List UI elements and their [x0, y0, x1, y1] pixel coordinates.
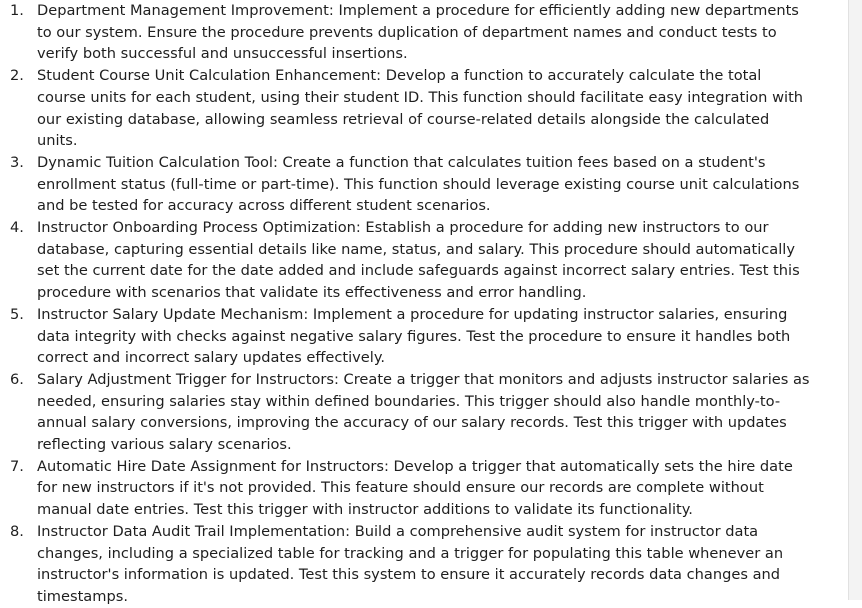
list-item — [10, 0, 810, 65]
list-item — [10, 369, 810, 456]
list-item — [10, 217, 810, 304]
vertical-scrollbar[interactable] — [848, 0, 862, 600]
list-item-text: Instructor Salary Update Mechanism: Implement a procedure for updating instructor salaries, ensuring data integrity with checks against negative salary figures. Test the procedure to ensure it handles both correct and incorrect salary updates effectively. — [37, 305, 791, 367]
list-item-number: 1. — [10, 2, 24, 19]
list-item — [10, 456, 810, 521]
list-item — [10, 304, 810, 369]
list-item-number: 6. — [10, 370, 24, 388]
list-item-text: Student Course Unit Calculation Enhancement: Develop a function to accurately calculate the total course units for each student, using their student ID. This function should facilitate easy integration with our existing database, allowing seamless retrieval of course-related details alongside the calculated units. — [37, 67, 804, 150]
list-item-text: Instructor Data Audit Trail Implementation: Build a comprehensive audit system for instructor data changes, including a specialized table for tracking and a trigger for populating this table whenever an instructor's information is updated. Test this system to ensure it accurately records data changes and timestamps. — [37, 522, 784, 605]
list-item-text: Automatic Hire Date Assignment for Instructors: Develop a trigger that automatically sets the hire date for new instructors if it's not provided. This feature should ensure our records are complete without manual date entries. Test this trigger with instructor additions to validate its functionality. — [37, 457, 793, 519]
list-item-number: 7. — [10, 457, 24, 475]
list-item — [10, 152, 810, 217]
list-item-text: Salary Adjustment Trigger for Instructors: Create a trigger that monitors and adjusts instructor salaries as needed, ensuring salaries stay within defined boundaries. This trigger should also handle monthly-to-annual salary conversions, improving the accuracy of our salary records. Test this trigger with updates reflecting various salary scenarios. — [37, 370, 810, 454]
list-item — [10, 65, 810, 152]
list-item-number: 4. — [10, 219, 24, 237]
list-item — [10, 521, 810, 608]
list-item-number: 2. — [10, 67, 24, 85]
list-item-number: 5. — [10, 305, 24, 323]
list-item-number: 3. — [10, 153, 24, 171]
numbered-task-list — [10, 0, 810, 608]
list-item-text: Instructor Onboarding Process Optimization: Establish a procedure for adding new instructors to our database, capturing essential details like name, status, and salary. This procedure should automatically set the current date for the date added and include safeguards against incorrect salary entries. Test this procedure with scenarios that validate its effectiveness and error handling. — [37, 219, 800, 302]
list-item-text: Dynamic Tuition Calculation Tool: Create a function that calculates tuition fees based on a student's enrollment status (full-time or part-time). This function should leverage existing course unit calculations and be tested for accuracy across different student scenarios. — [37, 153, 800, 215]
list-item-number: 8. — [10, 522, 24, 540]
list-item-text: Department Management Improvement: Implement a procedure for efficiently adding new departments to our system. Ensure the procedure prevents duplication of department names and conduct tests to verify both successful and unsuccessful insertions. — [37, 2, 799, 63]
